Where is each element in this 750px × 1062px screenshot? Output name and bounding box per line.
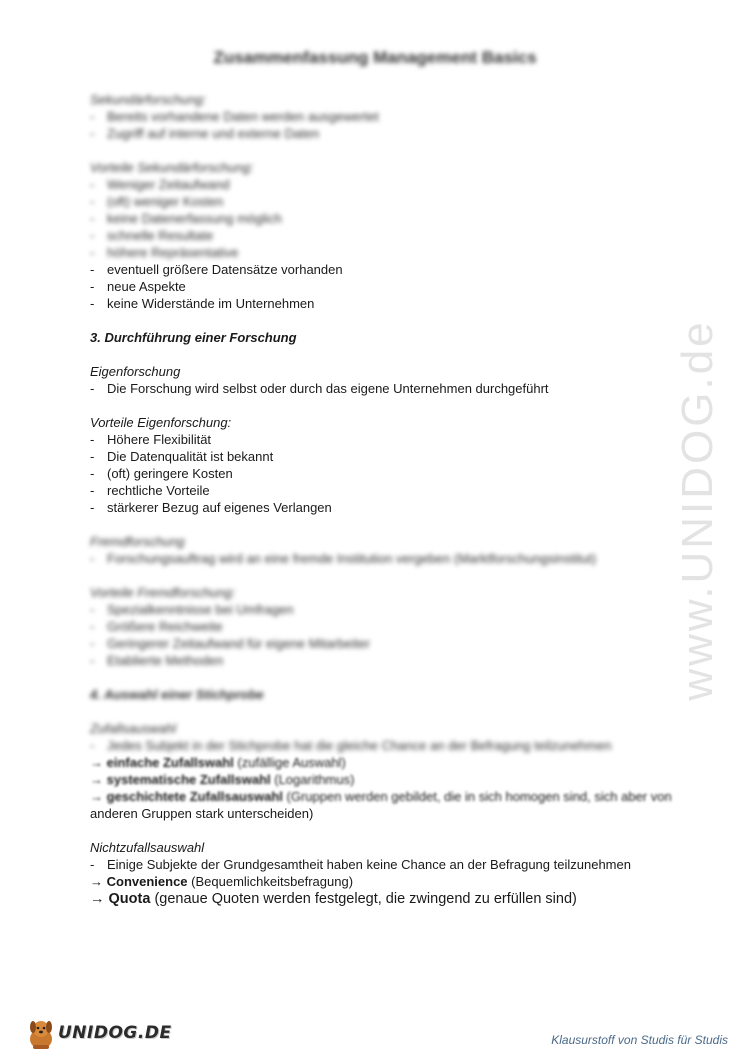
zufallsauswahl-heading: Zufallsauswahl [90,721,176,736]
vorteile-eigenforschung-heading: Vorteile Eigenforschung: [90,415,232,430]
arrow-item: → geschichtete Zufallsauswahl (Gruppen werden gebildet, die in sich homogen sind, sich aber von [90,789,672,804]
list-item: - Die Forschung wird selbst oder durch das eigene Unternehmen durchgeführt [90,381,549,396]
list-item: - Einige Subjekte der Grundgesamtheit haben keine Chance an der Befragung teilzunehmen [90,857,631,872]
logo-text: UNIDOG.DE [58,1023,172,1043]
section-heading: Vorteile Sekundärforschung: [90,160,254,175]
list-item: - rechtliche Vorteile [90,483,210,498]
list-item: - keine Datenerfassung möglich [90,211,282,226]
list-item: - Höhere Flexibilität [90,432,212,447]
nichtzufallsauswahl-heading: Nichtzufallsauswahl [90,840,205,855]
list-item: - höhere Repräsentative [90,245,239,260]
list-item: - eventuell größere Datensätze vorhanden [90,262,343,277]
list-item: - Zugriff auf interne und externe Daten [90,126,320,141]
list-item: - Etablierte Methoden [90,653,224,668]
list-item: - neue Aspekte [90,279,186,294]
list-item: - Bereits vorhandene Daten werden ausgewertet [90,109,379,124]
convenience-item: → Convenience (Bequemlichkeitsbefragung) [90,874,354,889]
list-item: - Größere Reichweite [90,619,223,634]
eigenforschung-heading: Eigenforschung [90,364,181,379]
quota-item: → Quota (genaue Quoten werden festgelegt, die zwingend zu erfüllen sind) [90,891,577,907]
vorteile-fremdforschung-heading: Vorteile Fremdforschung: [90,585,236,600]
list-item: - stärkerer Bezug auf eigenes Verlangen [90,500,332,515]
section-4-heading: 4. Auswahl einer Stichprobe [90,687,264,702]
list-item: - Jedes Subjekt in der Stichprobe hat die gleiche Chance an der Befragung teilzunehmen [90,738,612,753]
dog-icon [24,1017,58,1053]
section-heading: Sekundärforschung: [90,92,207,107]
arrow-item: → einfache Zufallswahl (zufällige Auswahl) [90,755,346,770]
section-3-heading: 3. Durchführung einer Forschung [90,330,297,345]
document-body [90,91,690,909]
list-item: - Spezialkenntnisse bei Umfragen [90,602,294,617]
list-item: - Forschungsauftrag wird an eine fremde Institution vergeben (Marktforschungsinstitut) [90,551,597,566]
list-item: - Geringerer Zeitaufwand für eigene Mitarbeiter [90,636,371,651]
footer-tagline: Klausurstoff von Studis für Studis [551,1033,728,1047]
fremdforschung-heading: Fremdforschung [90,534,185,549]
unidog-logo [24,1017,172,1053]
list-item: - (oft) weniger Kosten [90,194,224,209]
list-item: - Weniger Zeitaufwand [90,177,230,192]
list-item: - (oft) geringere Kosten [90,466,233,481]
watermark-text: www.UNIDOG.de [673,319,722,701]
list-item: - Die Datenqualität ist bekannt [90,449,274,464]
watermark [668,280,728,730]
list-item: - keine Widerstände im Unternehmen [90,296,315,311]
arrow-item-continuation: anderen Gruppen stark unterscheiden) [90,806,314,821]
page-title: Zusammenfassung Management Basics [213,48,537,67]
list-item: - schnelle Resultate [90,228,214,243]
arrow-item: → systematische Zufallswahl (Logarithmus) [90,772,355,787]
